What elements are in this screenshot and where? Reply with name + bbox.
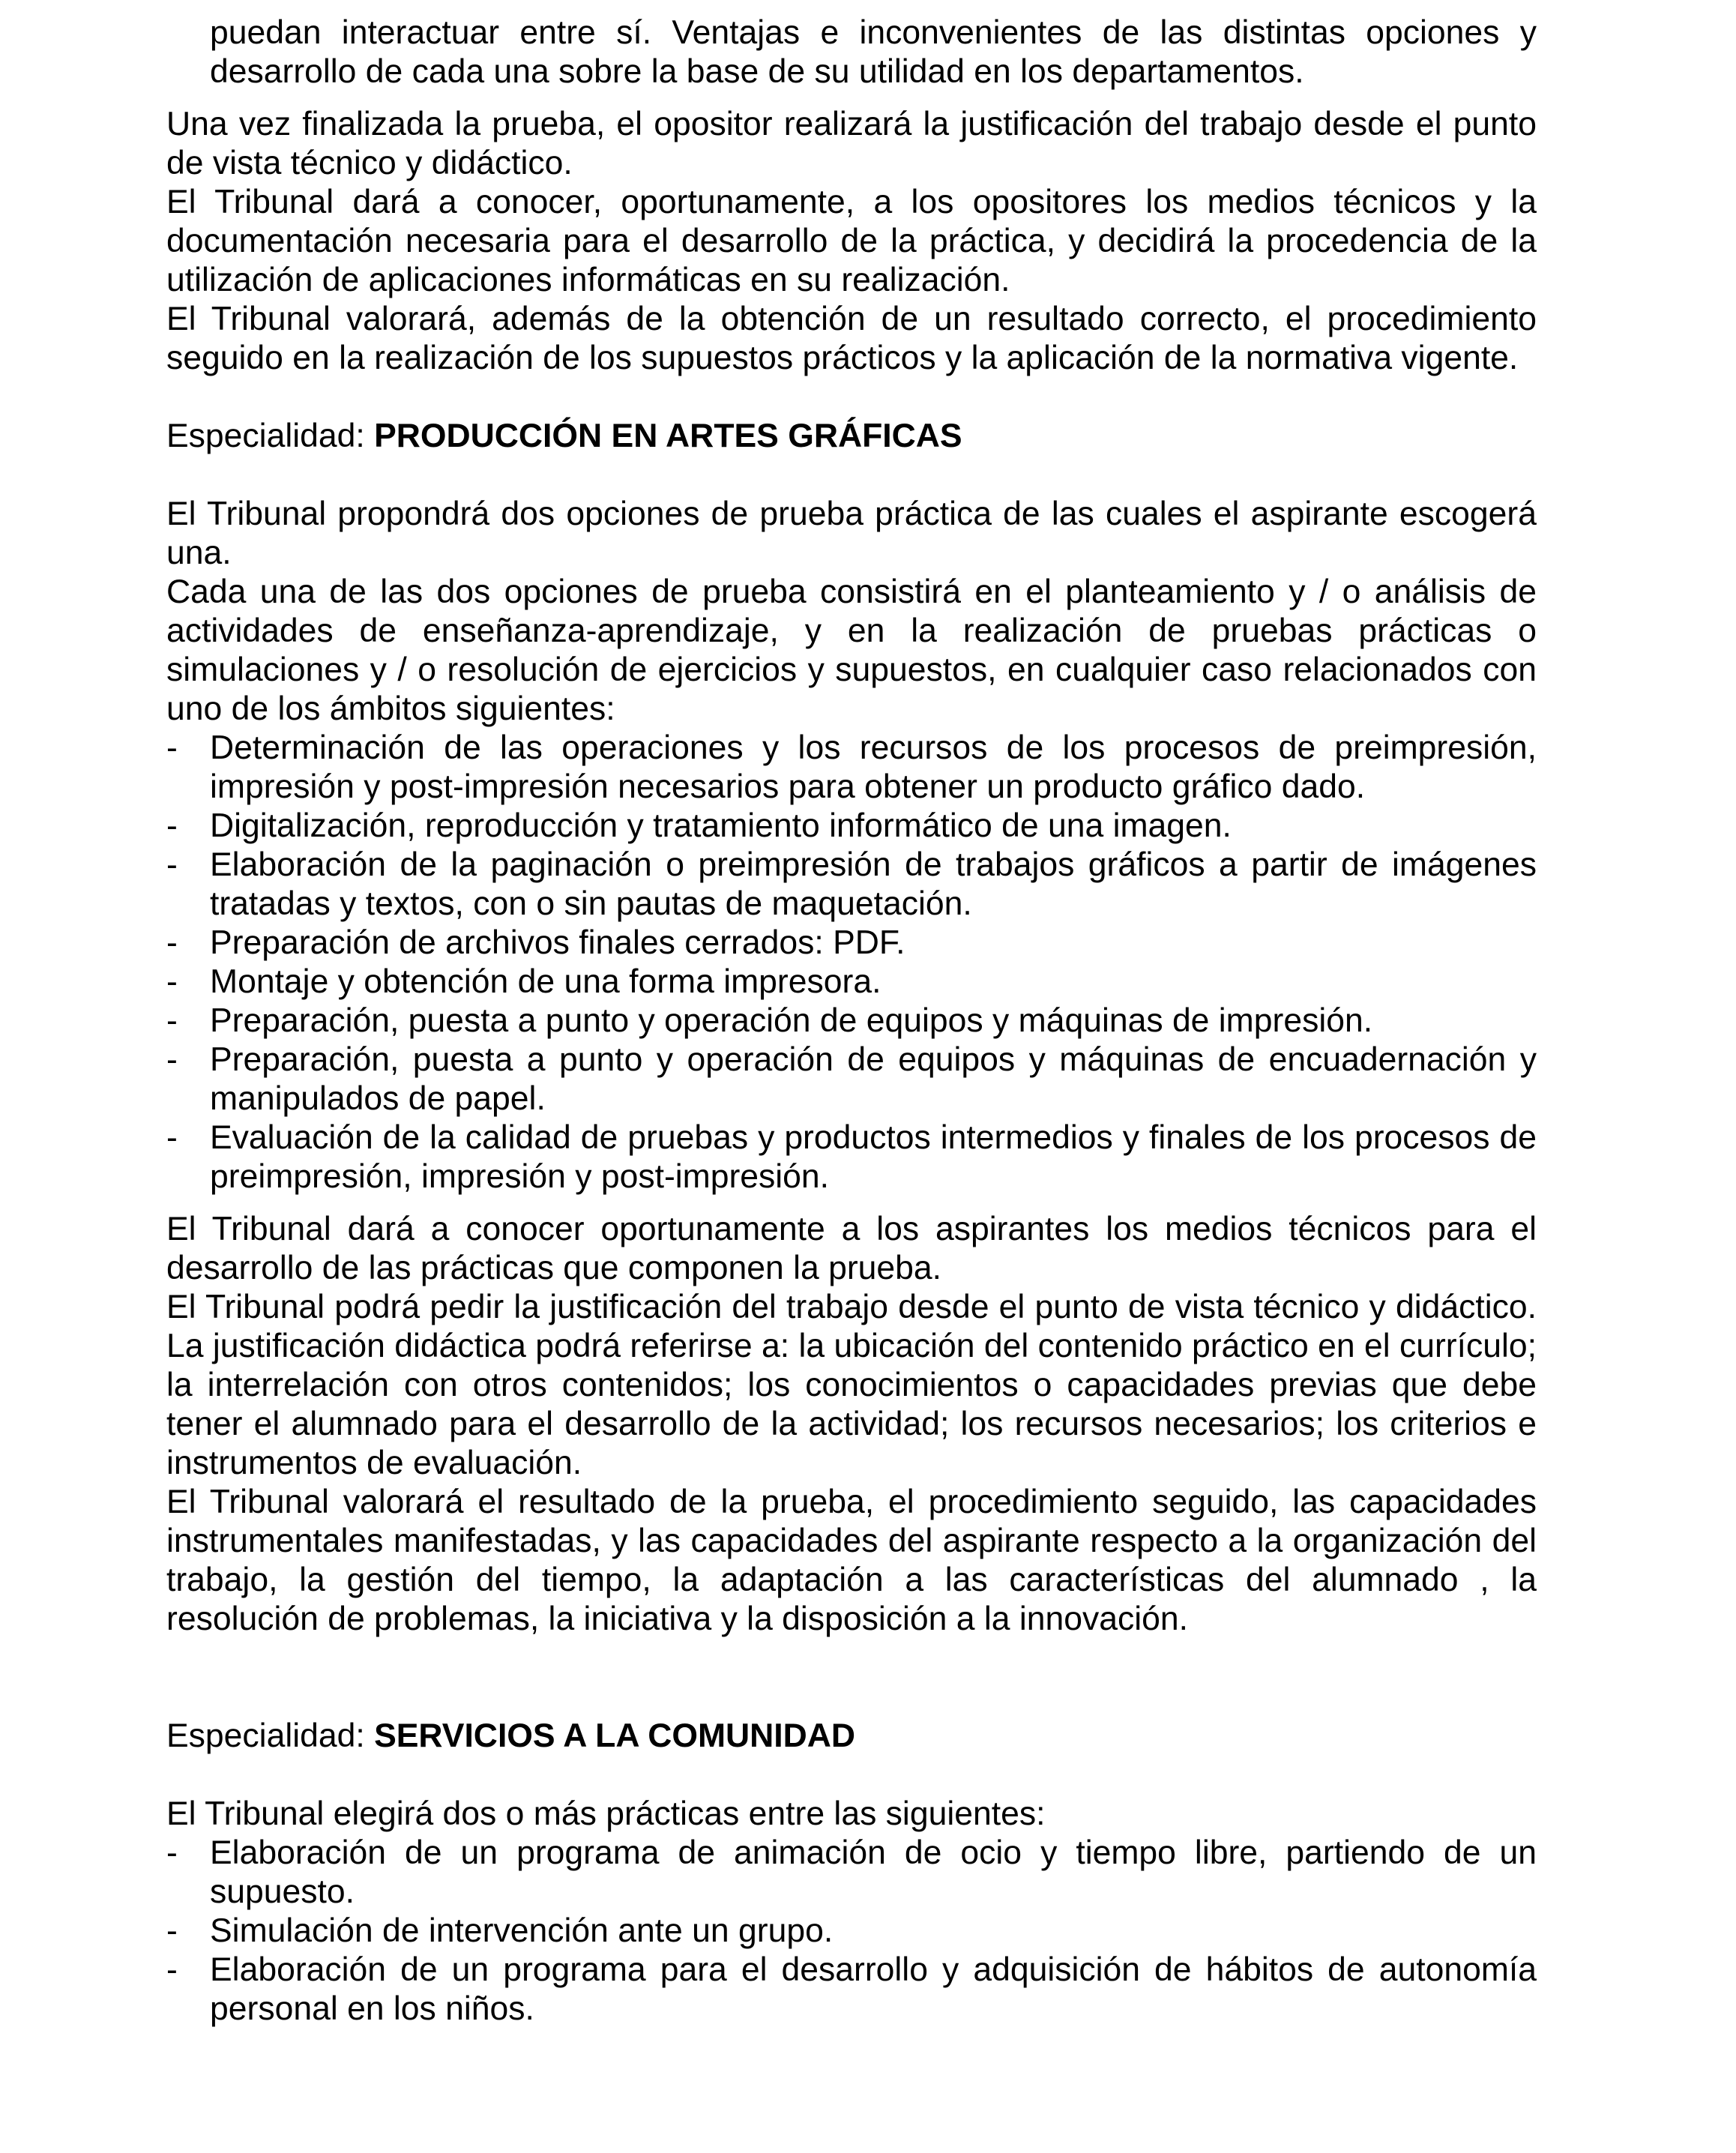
list-item-text: Elaboración de un programa de animación de ocio y tiempo libre, partiendo de un supuesto.	[210, 1834, 1537, 1910]
list-item	[166, 807, 1537, 846]
list-item-text: Digitalización, reproducción y tratamiento informático de una imagen.	[210, 807, 1232, 844]
section-title: SERVICIOS A LA COMUNIDAD	[374, 1717, 856, 1754]
list-item-text: Elaboración de la paginación o preimpresión de trabajos gráficos a partir de imágenes tratadas y textos, con o sin pautas de maquetación.	[210, 846, 1537, 922]
continued-list-item: puedan interactuar entre sí. Ventajas e inconvenientes de las distintas opciones y desarrollo de cada una sobre la base de su utilidad en los departamentos.	[210, 14, 1537, 90]
list-item-text: Preparación, puesta a punto y operación de equipos y máquinas de encuadernación y manipulados de papel.	[210, 1041, 1537, 1117]
section-heading-artes-graficas	[166, 417, 1537, 456]
list-item-text: Elaboración de un programa para el desarrollo y adquisición de hábitos de autonomía personal en los niños.	[210, 1951, 1537, 2027]
paragraph-valoracion: El Tribunal valorará, además de la obtención de un resultado correcto, el procedimiento seguido en la realización de los supuestos prácticos y la aplicación de la normativa vigente.	[166, 301, 1537, 376]
list-item-text: Preparación, puesta a punto y operación de equipos y máquinas de impresión.	[210, 1002, 1373, 1039]
list-item	[166, 1912, 1537, 1951]
list-item-text: Preparación de archivos finales cerrados: PDF.	[210, 924, 905, 961]
section-label: Especialidad:	[166, 1717, 375, 1754]
list-item-text: Evaluación de la calidad de pruebas y productos intermedios y finales de los procesos de preimpresión, impresión y post-impresión.	[210, 1119, 1537, 1195]
paragraph-valoracion-resultado: El Tribunal valorará el resultado de la prueba, el procedimiento seguido, las capacidades instrumentales manifestadas, y las capacidades del aspirante respecto a la organización del trabajo, la gestión del tiempo, la adaptación a las características del alumnado , la resolución de problemas, la iniciativa y la disposición a la innovación.	[166, 1484, 1537, 1637]
dash-bullet: -	[166, 1002, 178, 1039]
list-item-text: Montaje y obtención de una forma impresora.	[210, 963, 881, 1000]
list-item-text: Determinación de las operaciones y los recursos de los procesos de preimpresión, impresión y post-impresión necesarios para obtener un producto gráfico dado.	[210, 729, 1537, 805]
list-item	[166, 1041, 1537, 1118]
list-item	[166, 924, 1537, 963]
dash-bullet: -	[166, 729, 178, 766]
list-item	[166, 846, 1537, 924]
dash-bullet: -	[166, 1951, 178, 1988]
section-title: PRODUCCIÓN EN ARTES GRÁFICAS	[374, 418, 962, 454]
practicas-list	[166, 1834, 1537, 2029]
dash-bullet: -	[166, 846, 178, 883]
list-item-text: Simulación de intervención ante un grupo.	[210, 1912, 834, 1949]
paragraph-justificacion-didactica: El Tribunal podrá pedir la justificación del trabajo desde el punto de vista técnico y didáctico. La justificación didáctica podrá referirse a: la ubicación del contenido práctico en el currículo; la interrelación con otros contenidos; los conocimientos o capacidades previas que debe tener el alumnado para el desarrollo de la actividad; los recursos necesarios; los criterios e instrumentos de evaluación.	[166, 1289, 1537, 1481]
paragraph-opciones: El Tribunal propondrá dos opciones de prueba práctica de las cuales el aspirante escogerá una.	[166, 496, 1537, 571]
dash-bullet: -	[166, 807, 178, 844]
dash-bullet: -	[166, 924, 178, 961]
dash-bullet: -	[166, 1834, 178, 1871]
paragraph-justificacion: Una vez finalizada la prueba, el opositor realizará la justificación del trabajo desde el punto de vista técnico y didáctico.	[166, 106, 1537, 181]
paragraph-medios-aspirantes: El Tribunal dará a conocer oportunamente a los aspirantes los medios técnicos para el desarrollo de las prácticas que componen la prueba.	[166, 1211, 1537, 1286]
dash-bullet: -	[166, 963, 178, 1000]
list-item	[166, 729, 1537, 807]
list-item	[166, 1951, 1537, 2029]
dash-bullet: -	[166, 1119, 178, 1156]
ambitos-list	[166, 729, 1537, 1196]
section-label: Especialidad:	[166, 418, 375, 454]
dash-bullet: -	[166, 1912, 178, 1949]
paragraph-medios-tecnicos: El Tribunal dará a conocer, oportunamente, a los opositores los medios técnicos y la documentación necesaria para el desarrollo de la práctica, y decidirá la procedencia de la utilización de aplicaciones informáticas en su realización.	[166, 184, 1537, 298]
section-heading-servicios-comunidad	[166, 1717, 1537, 1756]
list-item	[166, 1834, 1537, 1912]
document-page	[166, 13, 1537, 2029]
paragraph-eleccion-practicas: El Tribunal elegirá dos o más prácticas entre las siguientes:	[166, 1795, 1046, 1832]
dash-bullet: -	[166, 1041, 178, 1078]
list-item	[166, 963, 1537, 1002]
list-item	[166, 1002, 1537, 1041]
paragraph-planteamiento: Cada una de las dos opciones de prueba consistirá en el planteamiento y / o análisis de actividades de enseñanza-aprendizaje, y en la realización de pruebas prácticas o simulaciones y / o resolución de ejercicios y supuestos, en cualquier caso relacionados con uno de los ámbitos siguientes:	[166, 573, 1537, 727]
list-item	[166, 1118, 1537, 1196]
